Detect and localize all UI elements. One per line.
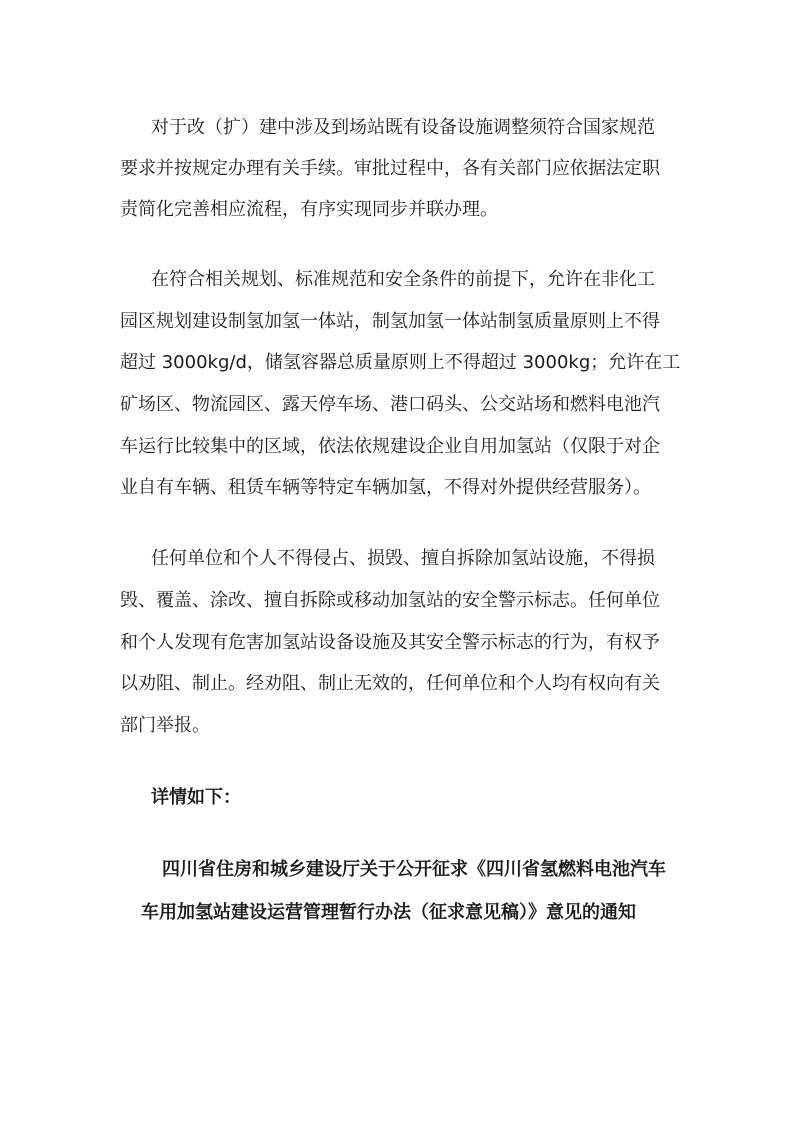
notice-title-line-2: 车用加氢站建设运营管理暂行办法（征求意见稿）》意见的通知 xyxy=(141,902,636,923)
paragraph-1-line-2: 要求并按规定办理有关手续。审批过程中，各有关部门应依据法定职 xyxy=(120,158,660,179)
details-label: 详情如下： xyxy=(151,787,241,808)
paragraph-2-line-2: 园区规划建设制氢加氢一体站，制氢加氢一体站制氢质量原则上不得 xyxy=(120,311,660,332)
paragraph-1-line-1: 对于改（扩）建中涉及到场站既有设备设施调整须符合国家规范 xyxy=(151,117,655,138)
paragraph-3-line-3: 和个人发现有危害加氢站设备设施及其安全警示标志的行为，有权予 xyxy=(120,632,660,653)
paragraph-2-line-6: 业自有车辆、租赁车辆等特定车辆加氢，不得对外提供经营服务）。 xyxy=(120,477,651,498)
paragraph-2-line-3: 超过 3000kg/d，储氢容器总质量原则上不得超过 3000kg；允许在工 xyxy=(120,352,681,373)
paragraph-2-line-1: 在符合相关规划、标准规范和安全条件的前提下，允许在非化工 xyxy=(151,269,655,290)
paragraph-1-line-3: 责简化完善相应流程，有序实现同步并联办理。 xyxy=(120,199,498,220)
paragraph-3-line-2: 毁、覆盖、涂改、擅自拆除或移动加氢站的安全警示标志。任何单位 xyxy=(120,590,660,611)
paragraph-2-line-5: 车运行比较集中的区域，依法依规建设企业自用加氢站（仅限于对企 xyxy=(120,436,660,457)
paragraph-3-line-5: 部门举报。 xyxy=(120,715,210,736)
paragraph-2-line-4: 矿场区、物流园区、露天停车场、港口码头、公交站场和燃料电池汽 xyxy=(120,394,660,415)
paragraph-3-line-4: 以劝阻、制止。经劝阻、制止无效的，任何单位和个人均有权向有关 xyxy=(120,673,660,694)
paragraph-3-line-1: 任何单位和个人不得侵占、损毁、擅自拆除加氢站设施，不得损 xyxy=(151,548,655,569)
notice-title-line-1: 四川省住房和城乡建设厅关于公开征求《四川省氢燃料电池汽车 xyxy=(162,859,666,880)
